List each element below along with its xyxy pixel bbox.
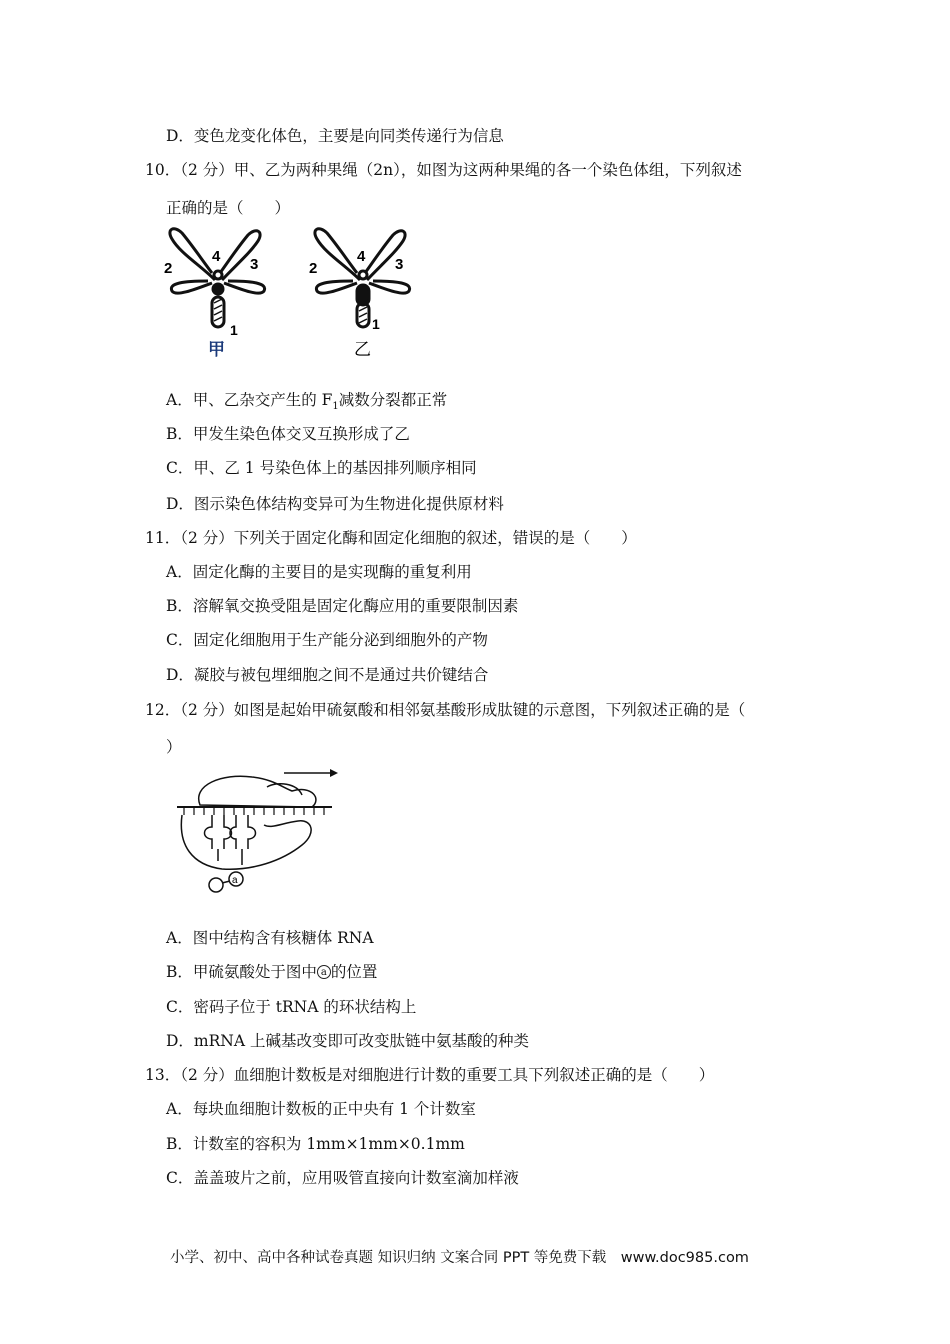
- q10-stem: 10．（2 分）甲、乙为两种果绳（2n），如图为这两种果绳的各一个染色体组，下列叙述: [145, 161, 742, 179]
- figure-num-1-left: 1: [230, 322, 238, 338]
- chromosome-set-yi: [315, 229, 410, 327]
- chromosome-set-jia: [170, 229, 265, 327]
- figure-num-1-right: 1: [372, 316, 380, 332]
- q11-option-a: A．固定化酶的主要目的是实现酶的重复利用: [166, 563, 472, 581]
- q10-option-c: C．甲、乙 1 号染色体上的基因排列顺序相同: [166, 459, 477, 477]
- figure-label-jia: 甲: [208, 340, 225, 360]
- q11-option-b: B．溶解氧交换受阻是固定化酶应用的重要限制因素: [166, 597, 519, 615]
- q12-option-d: D．mRNA 上碱基改变即可改变肽链中氨基酸的种类: [166, 1032, 529, 1050]
- q10-option-a: [166, 390, 447, 417]
- figure-num-2-right: 2: [309, 260, 318, 277]
- q10-chromosome-figure: [160, 225, 420, 360]
- q12-option-a: A．图中结构含有核糖体 RNA: [166, 929, 374, 947]
- q12-stem: 12．（2 分）如图是起始甲硫氨酸和相邻氨基酸形成肽键的示意图，下列叙述正确的是（: [145, 701, 746, 719]
- circled-a-marker: a: [317, 965, 331, 979]
- q13-option-a: A．每块血细胞计数板的正中央有 1 个计数室: [166, 1100, 476, 1118]
- q13-stem: 13．（2 分）血细胞计数板是对细胞进行计数的重要工具下列叙述正确的是（ ）: [145, 1066, 715, 1084]
- figure-label-yi: 乙: [354, 340, 371, 360]
- q12-option-b: [166, 962, 377, 982]
- q10-option-a-post: 减数分裂都正常: [338, 391, 448, 409]
- q13-option-c: C．盖盖玻片之前，应用吸管直接向计数室滴加样液: [166, 1169, 519, 1187]
- q10-option-d: D．图示染色体结构变异可为生物进化提供原材料: [166, 495, 504, 513]
- figure-num-4-right: 4: [357, 248, 366, 265]
- q10-option-a-sub: 1: [332, 401, 339, 413]
- q12-option-c: C．密码子位于 tRNA 的环状结构上: [166, 998, 417, 1016]
- q12-option-b-pre: B．甲硫氨酸处于图中: [166, 963, 317, 981]
- q11-stem: 11．（2 分）下列关于固定化酶和固定化细胞的叙述，错误的是（ ）: [145, 529, 637, 547]
- q12-stem-cont: ）: [166, 738, 182, 756]
- q10-option-a-pre: A．甲、乙杂交产生的 F: [166, 391, 333, 409]
- figure-num-3-right: 3: [395, 256, 404, 273]
- q12-option-b-post: 的位置: [330, 963, 378, 981]
- q13-option-b: B．计数室的容积为 1mm×1mm×0.1mm: [166, 1135, 465, 1153]
- figure-num-3-left: 3: [250, 256, 259, 273]
- q11-option-d: D．凝胶与被包埋细胞之间不是通过共价键结合: [166, 666, 489, 684]
- q10-option-b: B．甲发生染色体交叉互换形成了乙: [166, 425, 410, 443]
- figure-num-2-left: 2: [164, 260, 173, 277]
- q11-option-c: C．固定化细胞用于生产能分泌到细胞外的产物: [166, 631, 488, 649]
- figure-num-4-left: 4: [212, 248, 221, 265]
- q10-stem-cont: 正确的是（ ）: [166, 199, 291, 217]
- page-footer: 小学、初中、高中各种试卷真题 知识归纳 文案合同 PPT 等免费下载 www.doc985.com: [170, 1250, 749, 1266]
- marker-a-label: a: [232, 875, 238, 886]
- q12-ribosome-figure: [172, 765, 352, 895]
- q9-option-d: D．变色龙变化体色，主要是向同类传递行为信息: [166, 127, 504, 145]
